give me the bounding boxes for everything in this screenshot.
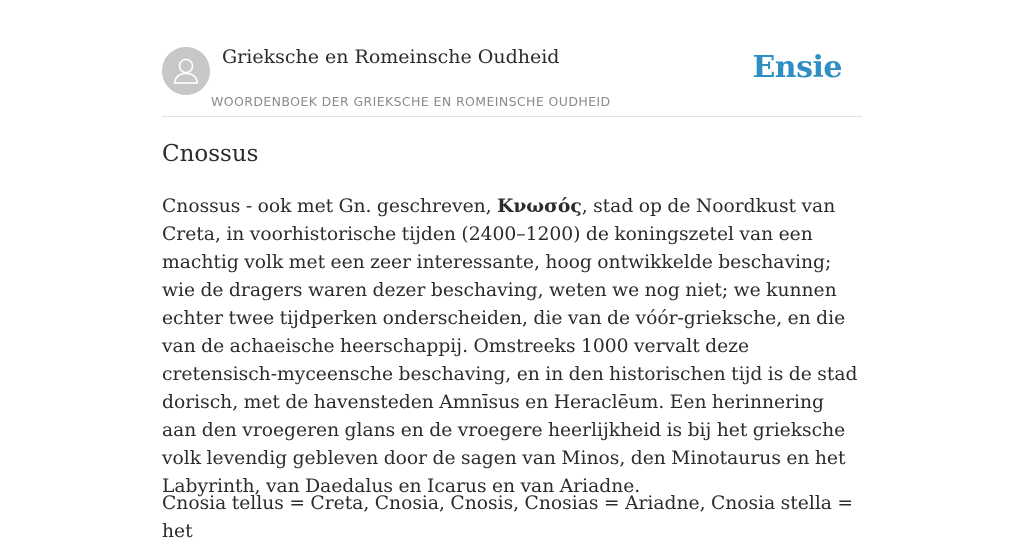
entry-title: Cnossus [162,141,259,167]
user-avatar-icon[interactable] [162,47,210,95]
entry-paragraph: Cnosia tellus = Creta, Cnosia, Cnosis, Cnosias = Ariadne, Cnosia stella = het [162,493,854,542]
paragraph-text: Cnossus - ook met Gn. geschreven, [162,196,498,217]
paragraph-text: , stad op de Noordkust van Creta, in voorhistorische tijden (2400–1200) de koningszetel van een machtig volk met een zeer interessante, hoog ontwikkelde beschaving; wie de dragers waren dezer beschaving, weten we nog niet; we kunnen echter twee tijdperken onderscheiden, die van de vóór-grieksche, en die van de achaeische heerschappij. Omstreeks 1000 vervalt deze cretensisch-myceensche beschaving, en in den historischen tijd is de stad dorisch, met de havensteden Amnīsus en Heraclēum. Een herinnering aan den vroegeren glans en de vroegere heerlijkheid is bij het grieksche volk levendig gebleven door de sagen van Minos, den Minotaurus en het Labyrinth, van Daedalus en Icarus en van Ariadne. [162,196,858,497]
greek-term: Κνωσός [497,195,582,217]
ensie-logo[interactable]: Ensie [752,50,842,85]
source-subtitle: WOORDENBOEK DER GRIEKSCHE EN ROMEINSCHE OUDHEID [211,94,611,109]
page-container [162,0,862,542]
source-header [162,0,862,117]
source-title[interactable]: Grieksche en Romeinsche Oudheid [222,46,560,68]
entry-paragraph [162,192,862,501]
